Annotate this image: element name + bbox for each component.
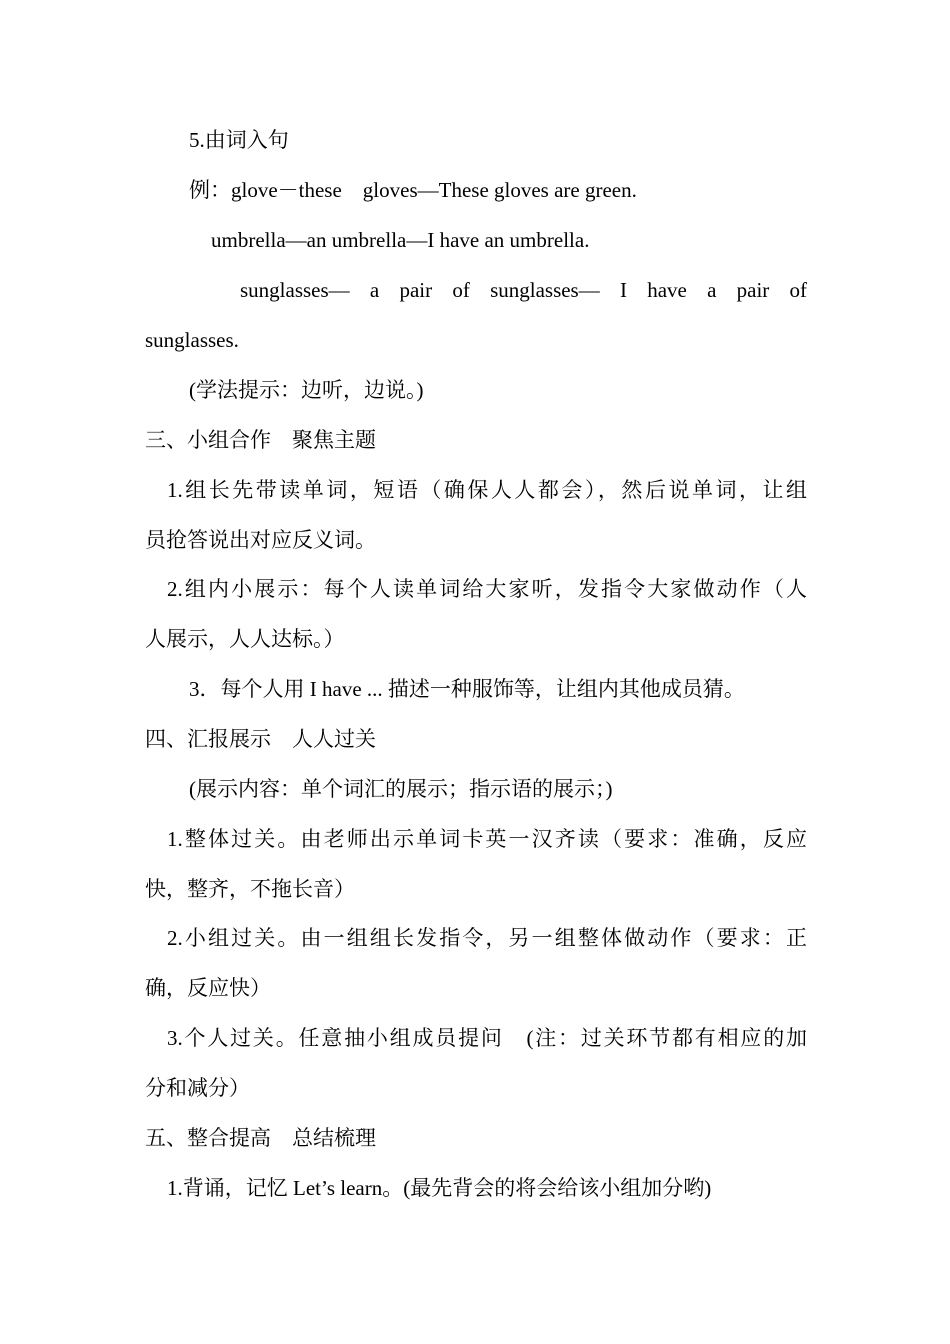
example-line-sunglasses: sunglasses— a pair of sunglasses— I have a pair of (240, 278, 807, 302)
pass-step-2: 2.小组过关。由一组组长发指令，另一组整体做动作（要求：正 (167, 926, 807, 950)
group-step-1-cont: 员抢答说出对应反义词。 (145, 528, 376, 552)
group-step-3: 3．每个人用 I have ... 描述一种服饰等，让组内其他成员猜。 (189, 677, 745, 701)
section-heading-sentence-building: 5.由词入句 (189, 128, 289, 152)
pass-step-1-cont: 快，整齐，不拖长音） (145, 877, 355, 901)
example-line-sunglasses-cont: sunglasses. (145, 328, 239, 352)
section-heading-5: 五、整合提高 总结梳理 (145, 1126, 376, 1150)
example-line-gloves: 例：glove－these gloves—These gloves are green. (189, 178, 637, 202)
pass-step-3: 3.个人过关。任意抽小组成员提问 (注：过关环节都有相应的加 (167, 1026, 807, 1050)
section-heading-3: 三、小组合作 聚焦主题 (145, 428, 376, 452)
pass-step-1: 1.整体过关。由老师出示单词卡英一汉齐读（要求：准确，反应 (167, 827, 807, 851)
group-step-2-cont: 人展示，人人达标。） (145, 627, 345, 651)
group-step-1: 1.组长先带读单词，短语（确保人人都会），然后说单词，让组 (167, 478, 807, 502)
example-line-umbrella: umbrella—an umbrella—I have an umbrella. (211, 228, 590, 252)
pass-step-3-cont: 分和减分） (145, 1076, 250, 1100)
display-content-note: (展示内容：单个词汇的展示；指示语的展示；) (189, 777, 613, 801)
group-step-2: 2.组内小展示：每个人读单词给大家听，发指令大家做动作（人 (167, 577, 807, 601)
section-heading-4: 四、汇报展示 人人过关 (145, 727, 376, 751)
pass-step-2-cont: 确，反应快） (145, 976, 271, 1000)
summary-step-1: 1.背诵，记忆 Let’s learn。(最先背会的将会给该小组加分哟) (167, 1176, 712, 1200)
learning-tip: (学法提示：边听，边说。) (189, 378, 424, 402)
